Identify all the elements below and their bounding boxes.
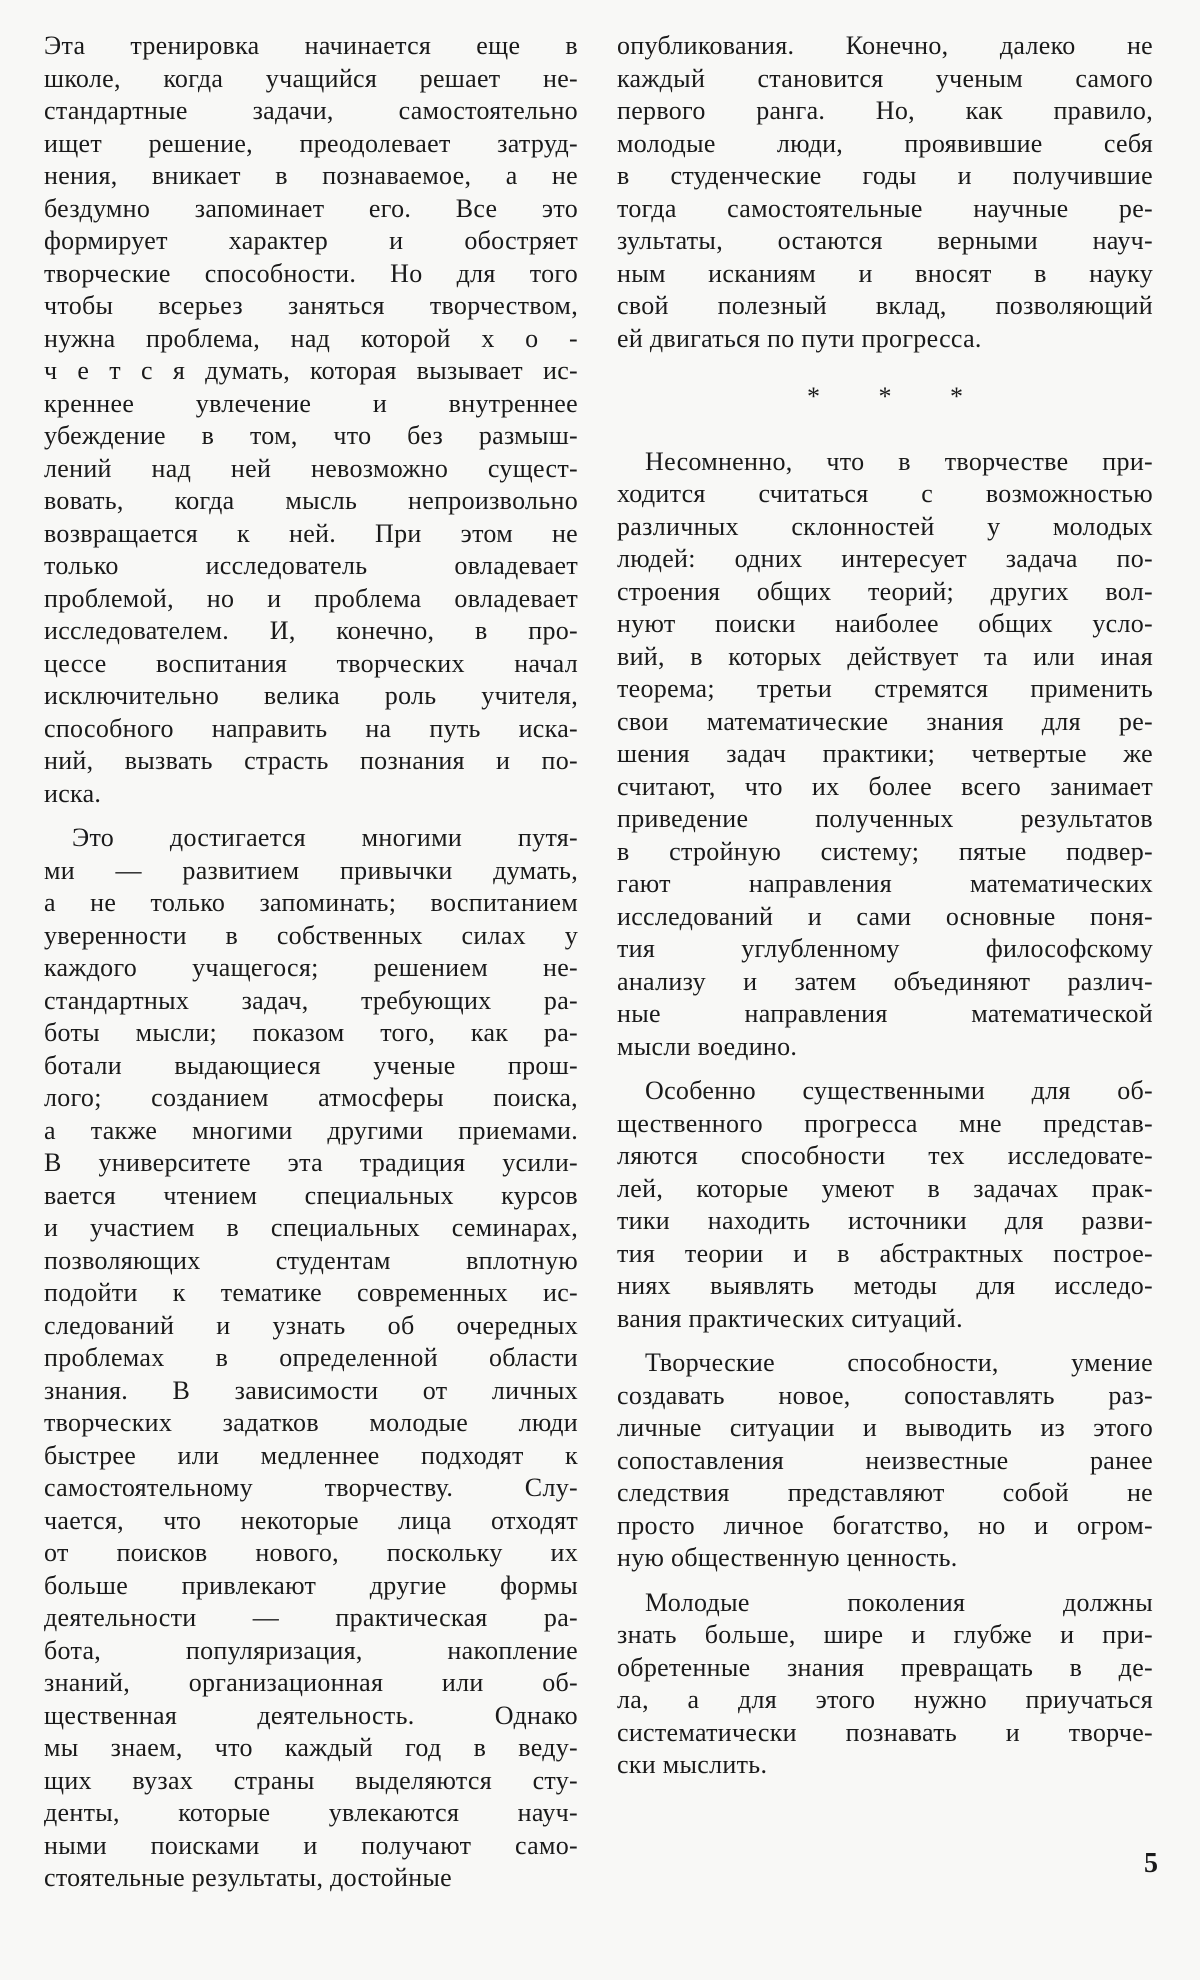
text-line: лей, которые умеют в задачах прак- — [617, 1173, 1153, 1203]
text-line: ниях выявлять методы для исследо- — [617, 1271, 1153, 1300]
text-line: вания практических ситуаций. — [617, 1303, 963, 1333]
text-line: денты, которые увлекаются науч- — [44, 1798, 578, 1827]
text-line: а не только запоминать; воспитанием — [44, 888, 578, 917]
text-line: личные ситуации и выводить из этого — [617, 1413, 1153, 1442]
text-line: Эта тренировка начинается еще в — [44, 31, 578, 60]
text-line: следований и узнать об очередных — [44, 1310, 578, 1340]
text-line: уверенности в собственных силах у — [44, 920, 578, 950]
text-line: ными поисками и получают само- — [44, 1830, 578, 1860]
text-line: Это достигается многими путя- — [72, 823, 578, 852]
text-line: тогда самостоятельные научные ре- — [617, 193, 1153, 223]
right-column — [617, 30, 1153, 1782]
text-line: зультаты, остаются верными науч- — [617, 226, 1153, 255]
text-line: и участием в специальных семинарах, — [44, 1213, 578, 1242]
text-line: лого; созданием атмосферы поиска, — [44, 1083, 578, 1112]
text-line: Несомненно, что в творчестве при- — [645, 446, 1153, 476]
text-line: самостоятельному творчеству. Слу- — [44, 1473, 578, 1502]
text-line: систематически познавать и творче- — [617, 1717, 1153, 1747]
text-line: считают, что их более всего занимает — [617, 771, 1153, 801]
text-line: ми — развитием привычки думать, — [44, 855, 578, 885]
text-line: бота, популяризация, накопление — [44, 1635, 578, 1665]
text-line: мысли воедино. — [617, 1031, 798, 1061]
text-line: позволяющих студентам вплотную — [44, 1245, 578, 1275]
text-line: проблемах в определенной области — [44, 1343, 578, 1372]
text-line: стандартных задач, требующих ра- — [44, 985, 578, 1015]
text-line: шения задач практики; четвертые же — [617, 739, 1153, 768]
text-line: опубликования. Конечно, далеко не — [617, 31, 1153, 60]
text-line: от поисков нового, поскольку их — [44, 1538, 578, 1567]
text-line: подойти к тематике современных ис- — [44, 1278, 578, 1307]
text-line: чтобы всерьез заняться творчеством, — [44, 291, 578, 320]
text-line: нения, вникает в познаваемое, а не — [44, 161, 578, 190]
text-line: ходится считаться с возможностью — [617, 479, 1153, 508]
paragraph — [44, 822, 578, 1895]
paragraph — [617, 446, 1153, 1064]
text-line: исследований и сами основные поня- — [617, 901, 1153, 931]
text-line: школе, когда учащийся решает не- — [44, 63, 578, 93]
text-line: сопоставления неизвестные ранее — [617, 1445, 1153, 1475]
text-line: нужна проблема, над которой х о - — [44, 323, 578, 353]
text-line: боты мысли; показом того, как ра- — [44, 1018, 578, 1047]
text-line: каждого учащегося; решением не- — [44, 953, 578, 982]
text-line: убеждение в том, что без размыш- — [44, 421, 578, 450]
section-separator: * * * — [807, 382, 989, 411]
text-line: иска. — [44, 778, 102, 808]
text-line: первого ранга. Но, как правило, — [617, 96, 1153, 125]
text-line: возвращается к ней. При этом не — [44, 518, 578, 548]
text-line: строения общих теорий; других вол- — [617, 576, 1153, 606]
text-line: деятельности — практическая ра- — [44, 1603, 578, 1632]
text-line: ляются способности тех исследовате- — [617, 1141, 1153, 1170]
text-line: вий, в которых действует та или иная — [617, 641, 1153, 671]
text-line: бездумно запоминает его. Все это — [44, 193, 578, 223]
text-line: свои математические знания для ре- — [617, 706, 1153, 736]
text-line: ей двигаться по пути прогресса. — [617, 323, 982, 353]
text-line: людей: одних интересует задача по- — [617, 544, 1153, 573]
paragraph — [617, 1587, 1153, 1782]
paragraph — [617, 1075, 1153, 1335]
text-line: Творческие способности, умение — [645, 1348, 1153, 1377]
text-line: Особенно существенными для об- — [645, 1076, 1153, 1105]
paragraph — [617, 30, 1153, 355]
text-line: а также многими другими приемами. — [44, 1115, 578, 1145]
text-line: в студенческие годы и получившие — [617, 161, 1153, 190]
text-line: ищет решение, преодолевает затруд- — [44, 128, 578, 158]
text-line: тия углубленному философскому — [617, 934, 1153, 963]
text-line: различных склонностей у молодых — [617, 511, 1153, 541]
text-line: больше привлекают другие формы — [44, 1570, 578, 1600]
text-line: обретенные знания превращать в де- — [617, 1652, 1153, 1682]
text-line: гают направления математических — [617, 869, 1153, 898]
left-column — [44, 30, 578, 1895]
text-line: приведение полученных результатов — [617, 804, 1153, 833]
text-line: щественная деятельность. Однако — [44, 1700, 578, 1730]
text-line: исключительно велика роль учителя, — [44, 681, 578, 710]
text-line: щественного прогресса мне представ- — [617, 1108, 1153, 1138]
text-line: знаний, организационная или об- — [44, 1668, 578, 1697]
text-line: цессе воспитания творческих начал — [44, 648, 578, 678]
text-line: только исследователь овладевает — [44, 551, 578, 580]
text-line: создавать новое, сопоставлять раз- — [617, 1380, 1153, 1410]
text-line: знания. В зависимости от личных — [44, 1375, 578, 1405]
text-line: ний, вызвать страсть познания и по- — [44, 746, 578, 775]
text-line: вовать, когда мысль непроизвольно — [44, 486, 578, 515]
text-line: тики находить источники для разви- — [617, 1206, 1153, 1235]
text-line: творческих задатков молодые люди — [44, 1408, 578, 1437]
text-line: ски мыслить. — [617, 1750, 768, 1779]
text-line: молодые люди, проявившие себя — [617, 128, 1153, 158]
text-line: проблемой, но и проблема овладевает — [44, 583, 578, 613]
text-line: анализу и затем объединяют различ- — [617, 966, 1153, 996]
text-line: В университете эта традиция усили- — [44, 1148, 578, 1177]
text-line: в стройную систему; пятые подвер- — [617, 836, 1153, 866]
text-line: лений над ней невозможно сущест- — [44, 453, 578, 483]
text-line: ным исканиям и вносят в науку — [617, 258, 1153, 288]
text-line: исследователем. И, конечно, в про- — [44, 616, 578, 645]
text-line: свой полезный вклад, позволяющий — [617, 291, 1153, 320]
text-line: быстрее или медленнее подходят к — [44, 1440, 578, 1470]
paragraph — [44, 30, 578, 810]
text-line: творческие способности. Но для того — [44, 258, 578, 288]
text-line: формирует характер и обостряет — [44, 226, 578, 255]
text-line: ные направления математической — [617, 999, 1153, 1028]
text-line: креннее увлечение и внутреннее — [44, 388, 578, 418]
text-line: способного направить на путь иска- — [44, 713, 578, 743]
text-line: просто личное богатство, но и огром- — [617, 1510, 1153, 1540]
text-line: стоятельные результаты, достойные — [44, 1863, 453, 1892]
text-line: нуют поиски наиболее общих усло- — [617, 609, 1153, 638]
text-line: чается, что некоторые лица отходят — [44, 1505, 578, 1535]
text-line: Молодые поколения должны — [645, 1587, 1153, 1617]
text-line: знать больше, шире и глубже и при- — [617, 1620, 1153, 1649]
text-line: вается чтением специальных курсов — [44, 1180, 578, 1210]
text-line: тия теории и в абстрактных построе- — [617, 1238, 1153, 1268]
text-line: щих вузах страны выделяются сту- — [44, 1765, 578, 1795]
text-line: ботали выдающиеся ученые прош- — [44, 1050, 578, 1080]
text-line: мы знаем, что каждый год в веду- — [44, 1733, 578, 1762]
text-line: каждый становится ученым самого — [617, 63, 1153, 93]
text-line: ную общественную ценность. — [617, 1543, 958, 1572]
text-line: ч е т с я думать, которая вызывает ис- — [44, 356, 578, 385]
text-line: следствия представляют собой не — [617, 1478, 1153, 1507]
text-line: стандартные задачи, самостоятельно — [44, 96, 578, 125]
paragraph — [617, 1347, 1153, 1575]
page-number: 5 — [1144, 1848, 1158, 1879]
text-line: теорема; третьи стремятся применить — [617, 674, 1153, 703]
text-line: ла, а для этого нужно приучаться — [617, 1685, 1153, 1714]
